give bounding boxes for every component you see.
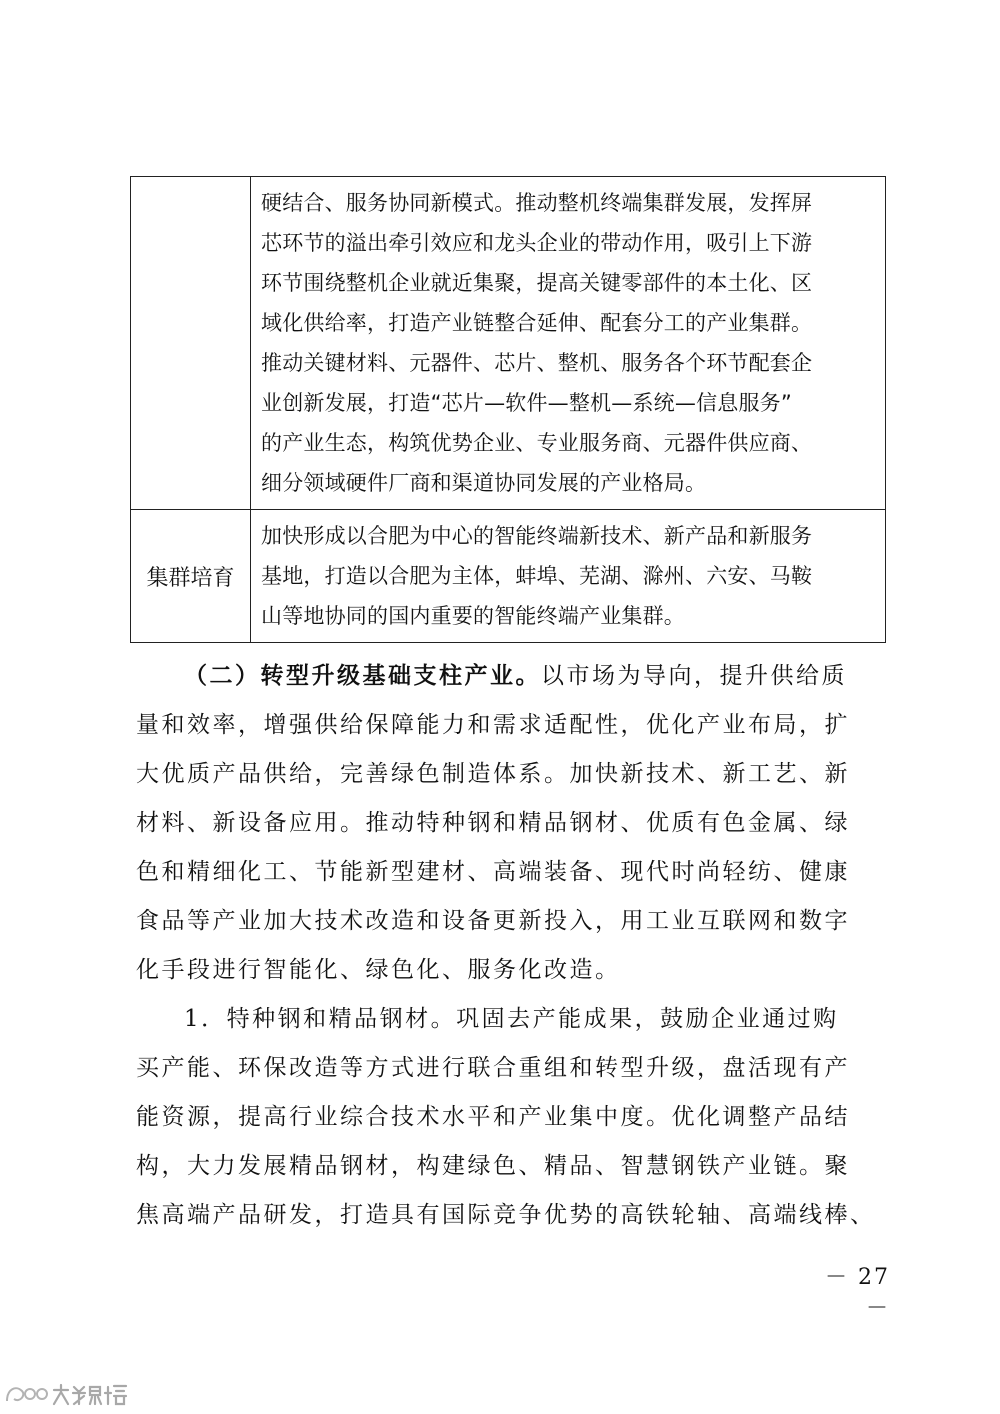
paragraph-steel: [136, 995, 880, 1240]
section-heading: （二）转型升级基础支柱产业。: [184, 663, 541, 689]
paragraph-line: 色和精细化工、节能新型建材、高端装备、现代时尚轻纺、健康: [136, 859, 850, 885]
paragraph-line: 1．特种钢和精品钢材。巩固去产能成果，鼓励企业通过购: [184, 1006, 839, 1032]
paragraph-line: 材料、新设备应用。推动特种钢和精品钢材、优质有色金属、绿: [136, 810, 850, 836]
table-text-line: 细分领域硬件厂商和渠道协同发展的产业格局。: [261, 471, 707, 495]
table-text-line: 的产业生态，构筑优势企业、专业服务商、元器件供应商、: [261, 431, 813, 455]
table-content-cell: [251, 510, 886, 643]
paragraph-line: 大优质产品供给，完善绿色制造体系。加快新技术、新工艺、新: [136, 761, 850, 787]
paragraph-line: 食品等产业加大技术改造和设备更新投入，用工业互联网和数字: [136, 908, 850, 934]
paragraph-line: 买产能、环保改造等方式进行联合重组和转型升级，盘活现有产: [136, 1055, 850, 1081]
table-text-line: 基地，打造以合肥为主体，蚌埠、芜湖、滁州、六安、马鞍: [261, 564, 813, 588]
table-text-line: 推动关键材料、元器件、芯片、整机、服务各个环节配套企: [261, 351, 813, 375]
table-text-line: 业创新发展，打造“芯片—软件—整机—系统—信息服务”: [261, 391, 792, 415]
table-text-line: 加快形成以合肥为中心的智能终端新技术、新产品和新服务: [261, 524, 813, 548]
table-label-cell: [131, 177, 251, 510]
paragraph-line: 构，大力发展精品钢材，构建绿色、精品、智慧钢铁产业链。聚: [136, 1153, 850, 1179]
paragraph-text: 以市场为导向，提升供给质: [541, 663, 847, 689]
page-number: － 27 －: [825, 1265, 890, 1321]
paragraph-line: [136, 652, 880, 701]
table-content-cell: [251, 177, 886, 510]
table-text-line: 山等地协同的国内重要的智能终端产业集群。: [261, 604, 685, 628]
paragraph-line: 焦高端产品研发，打造具有国际竞争优势的高铁轮轴、高端线棒、: [136, 1202, 876, 1228]
table-text-line: 域化供给率，打造产业链整合延伸、配套分工的产业集群。: [261, 311, 813, 335]
table-text-line: 环节围绕整机企业就近集聚，提高关键零部件的本土化、区: [261, 271, 813, 295]
watermark: [4, 1378, 132, 1410]
table-row: [131, 177, 886, 510]
paragraph-line: 化手段进行智能化、绿色化、服务化改造。: [136, 957, 621, 983]
watermark-logo-icon: [4, 1379, 132, 1409]
paragraph-support-industries: [136, 652, 880, 995]
paragraph-line: 能资源，提高行业综合技术水平和产业集中度。优化调整产品结: [136, 1104, 850, 1130]
body-text: [136, 652, 880, 1240]
table-text-line: 硬结合、服务协同新模式。推动整机终端集群发展，发挥屏: [261, 191, 813, 215]
industry-table: [130, 176, 886, 643]
table-label-cell: 集群培育: [131, 510, 251, 643]
paragraph-line: 量和效率，增强供给保障能力和需求适配性，优化产业布局，扩: [136, 712, 850, 738]
table-text-line: 芯环节的溢出牵引效应和龙头企业的带动作用，吸引上下游: [261, 231, 813, 255]
table-row: [131, 510, 886, 643]
